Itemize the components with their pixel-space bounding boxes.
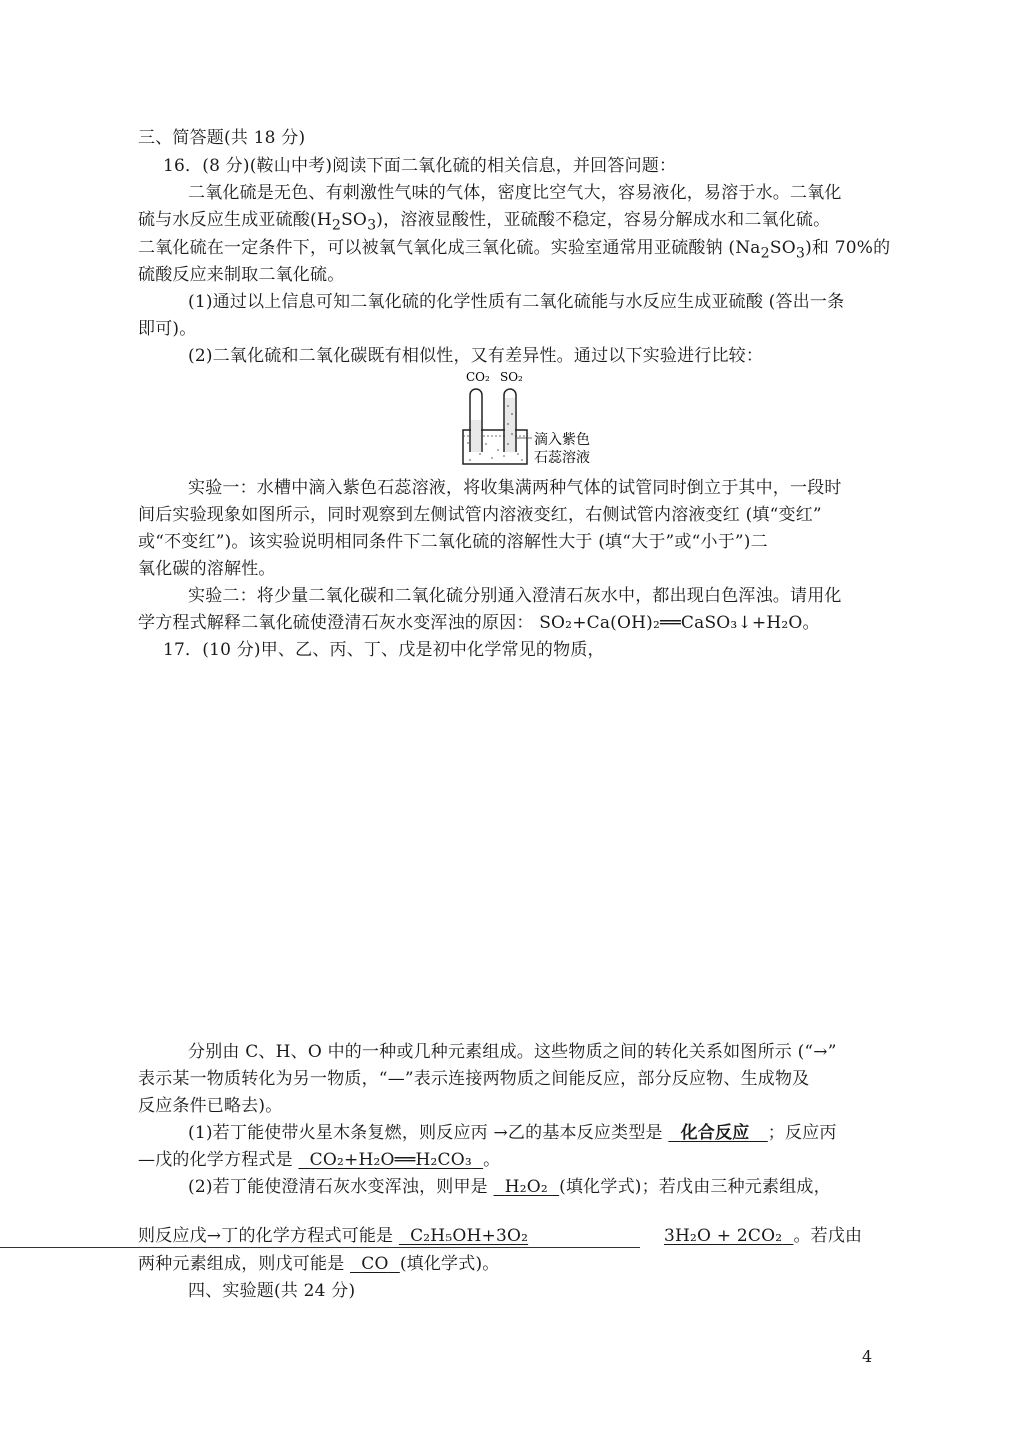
sub: 3	[367, 217, 377, 234]
text: (填化学式)。	[399, 1254, 500, 1274]
answer-text: H₂O₂	[504, 1177, 548, 1197]
answer-text: CO₂+H₂O══H₂CO₃	[309, 1150, 472, 1170]
section-4-heading: 四、实验题(共 24 分)	[188, 1281, 356, 1301]
q16-paragraph-line-4: 硫酸反应来制取二氧化硫。	[138, 265, 345, 285]
q17-paragraph-line-1: 分别由 C、H、O 中的一种或几种元素组成。这些物质之间的转化关系如图所示 (“→”	[188, 1042, 837, 1062]
text: 则反应戊→丁的化学方程式可能是	[138, 1226, 394, 1246]
q17-paragraph-line-2: 表示某一物质转化为另一物质，“—”表示连接两物质之间能反应，部分反应物、生成物及	[138, 1069, 810, 1089]
exp1-line-2: 间后实验现象如图所示，同时观察到左侧试管内溶液变红，右侧试管内溶液变红 (填“变红”	[138, 505, 822, 525]
label-purple: 滴入紫色	[534, 432, 590, 448]
text: SO	[341, 210, 368, 230]
q16-sub1-line-2: 即可)。	[138, 319, 197, 339]
q17-sub2-line-2-right	[664, 1224, 862, 1248]
exp2-line-1: 实验二：将少量二氧化碳和二氧化硫分别通入澄清石灰水中，都出现白色浑浊。请用化	[188, 586, 842, 606]
q16-heading: 16．(8 分)(鞍山中考)阅读下面二氧化硫的相关信息，并回答问题：	[163, 156, 677, 176]
q17-paragraph-line-3: 反应条件已略去)。	[138, 1096, 283, 1116]
text: 两种元素组成，则戊可能是	[138, 1254, 345, 1274]
q17-sub2-line-2	[138, 1224, 528, 1248]
q17-sub2-line-3	[138, 1252, 499, 1276]
text: )和 70%的	[805, 238, 891, 258]
answer-text: CO	[361, 1254, 389, 1274]
text: ；反应丙	[767, 1123, 837, 1143]
page-number: 4	[862, 1347, 873, 1366]
text: 二氧化硫在一定条件下，可以被氧气氧化成三氧化硫。实验室通常用亚硫酸钠 (Na	[138, 238, 761, 258]
text: —戊的化学方程式是	[138, 1150, 293, 1170]
divider-line	[0, 1247, 640, 1248]
tube-so2-liquid	[505, 398, 515, 452]
exp2-line-2: 学方程式解释二氧化硫使澄清石灰水变浑浊的原因： SO₂+Ca(OH)₂══CaSO₃↓+H₂O。	[138, 613, 820, 633]
answer-text: 化合反应	[680, 1123, 750, 1143]
answer-wu	[350, 1254, 400, 1274]
q16-paragraph-line-1: 二氧化硫是无色、有刺激性气味的气体，密度比空气大，容易液化，易溶于水。二氧化	[188, 183, 842, 203]
text: )，溶液显酸性，亚硫酸不稳定，容易分解成水和二氧化硫。	[376, 210, 831, 230]
q16-paragraph-line-2	[138, 208, 830, 237]
q16-sub2: (2)二氧化硫和二氧化碳既有相似性，又有差异性。通过以下实验进行比较：	[188, 346, 764, 366]
answer-jia	[494, 1177, 560, 1197]
test-tube-experiment-figure	[460, 368, 610, 468]
answer-equation-right	[664, 1226, 793, 1246]
answer-equation	[298, 1150, 483, 1170]
label-co2: CO₂	[466, 370, 490, 384]
answer-reaction-type	[668, 1123, 767, 1143]
section-3-heading: 三、简答题(共 18 分)	[138, 128, 306, 148]
q16-paragraph-line-3	[138, 236, 890, 265]
sub: 2	[331, 217, 342, 234]
text: (1)若丁能使带火星木条复燃，则反应丙 →乙的基本反应类型是	[188, 1123, 663, 1143]
q16-sub1-line-1: (1)通过以上信息可知二氧化硫的化学性质有二氧化硫能与水反应生成亚硫酸 (答出一条	[188, 292, 845, 312]
q17-sub1-line-1	[188, 1121, 837, 1145]
label-so2: SO₂	[500, 370, 523, 384]
answer-text: 3H₂O + 2CO₂	[664, 1226, 783, 1246]
label-litmus: 石蕊溶液	[534, 450, 590, 466]
sub: 3	[795, 245, 806, 262]
sub: 2	[760, 245, 770, 262]
exp1-line-1: 实验一：水槽中滴入紫色石蕊溶液，将收集满两种气体的试管同时倒立于其中，一段时	[188, 478, 842, 498]
q17-sub1-line-2	[138, 1148, 500, 1172]
exp1-line-3: 或“不变红”)。该实验说明相同条件下二氧化硫的溶解性大于 (填“大于”或“小于”)二	[138, 532, 768, 552]
text: SO	[769, 238, 796, 258]
text: (填化学式)；若戊由三种元素组成，	[559, 1177, 831, 1197]
text: 。若戊由	[793, 1226, 863, 1246]
answer-text: C₂H₅OH+3O₂	[410, 1226, 529, 1246]
text: 硫与水反应生成亚硫酸(H	[138, 210, 332, 230]
answer-equation-left	[399, 1226, 528, 1246]
q17-sub2-line-1	[188, 1175, 831, 1199]
exp1-line-4: 氧化碳的溶解性。	[138, 559, 276, 579]
tube-co2-liquid	[471, 420, 481, 452]
q17-heading: 17．(10 分)甲、乙、丙、丁、戊是初中化学常见的物质，	[163, 640, 605, 660]
text: 。	[483, 1150, 501, 1170]
text: (2)若丁能使澄清石灰水变浑浊，则甲是	[188, 1177, 488, 1197]
